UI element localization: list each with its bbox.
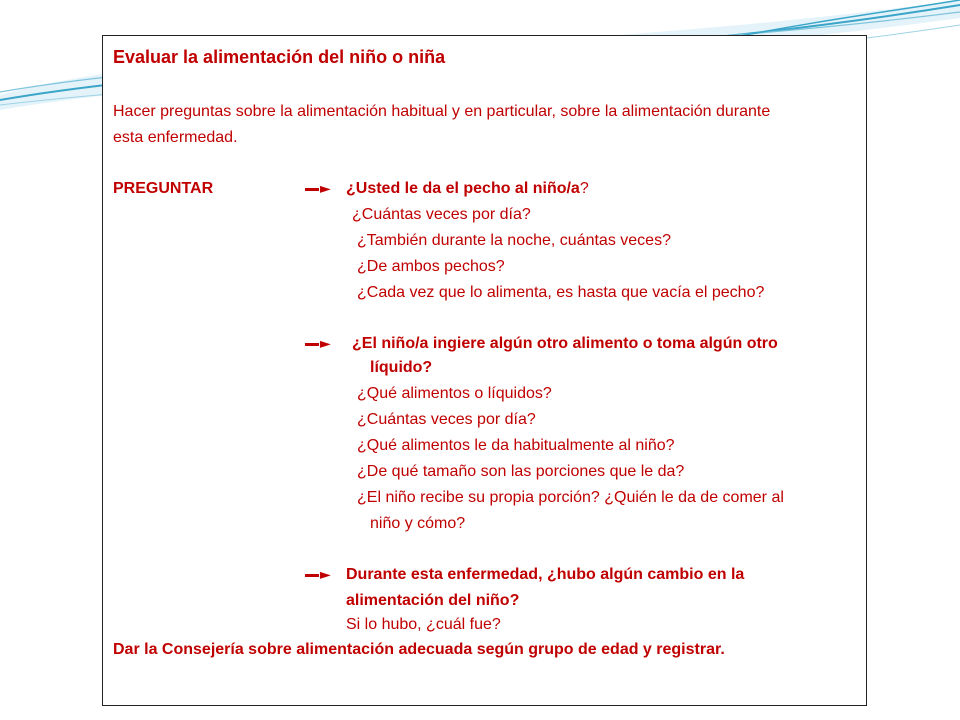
arrow-icon: ► <box>305 334 331 354</box>
question-2-sub-4: ¿De qué tamaño son las porciones que le da? <box>357 463 685 480</box>
closing-instruction: Dar la Consejería sobre alimentación adecuada según grupo de edad y registrar. <box>113 641 725 658</box>
question-1-sub-3: ¿De ambos pechos? <box>357 258 505 275</box>
question-1-sub-2: ¿También durante la noche, cuántas veces? <box>357 232 671 249</box>
question-2-sub-2: ¿Cuántas veces por día? <box>357 411 536 428</box>
question-1-sub-1: ¿Cuántas veces por día? <box>352 206 531 223</box>
intro-line-2: esta enfermedad. <box>113 129 238 146</box>
question-3-line-2: alimentación del niño? <box>346 592 520 609</box>
question-2-sub-5-line-2: niño y cómo? <box>370 515 466 532</box>
arrow-icon: ► <box>305 179 331 199</box>
question-2-line-1: ¿El niño/a ingiere algún otro alimento o toma algún otro <box>352 335 778 352</box>
page-title: Evaluar la alimentación del niño o niña <box>113 47 446 67</box>
question-1: ¿Usted le da el pecho al niño/a? <box>346 180 589 197</box>
question-2-line-2: líquido? <box>370 359 433 376</box>
question-3-line-1: Durante esta enfermedad, ¿hubo algún cambio en la <box>346 566 745 583</box>
intro-line-1: Hacer preguntas sobre la alimentación habitual y en particular, sobre la alimentación durante <box>113 103 771 120</box>
question-2-sub-1: ¿Qué alimentos o líquidos? <box>357 385 552 402</box>
question-3-sub-1: Si lo hubo, ¿cuál fue? <box>346 616 501 633</box>
question-2-sub-3: ¿Qué alimentos le da habitualmente al niño? <box>357 437 675 454</box>
preguntar-label: PREGUNTAR <box>113 180 214 197</box>
question-2-sub-5-line-1: ¿El niño recibe su propia porción? ¿Quién le da de comer al <box>357 489 784 506</box>
arrow-icon: ► <box>305 565 331 585</box>
question-1-sub-4: ¿Cada vez que lo alimenta, es hasta que vacía el pecho? <box>357 284 765 301</box>
